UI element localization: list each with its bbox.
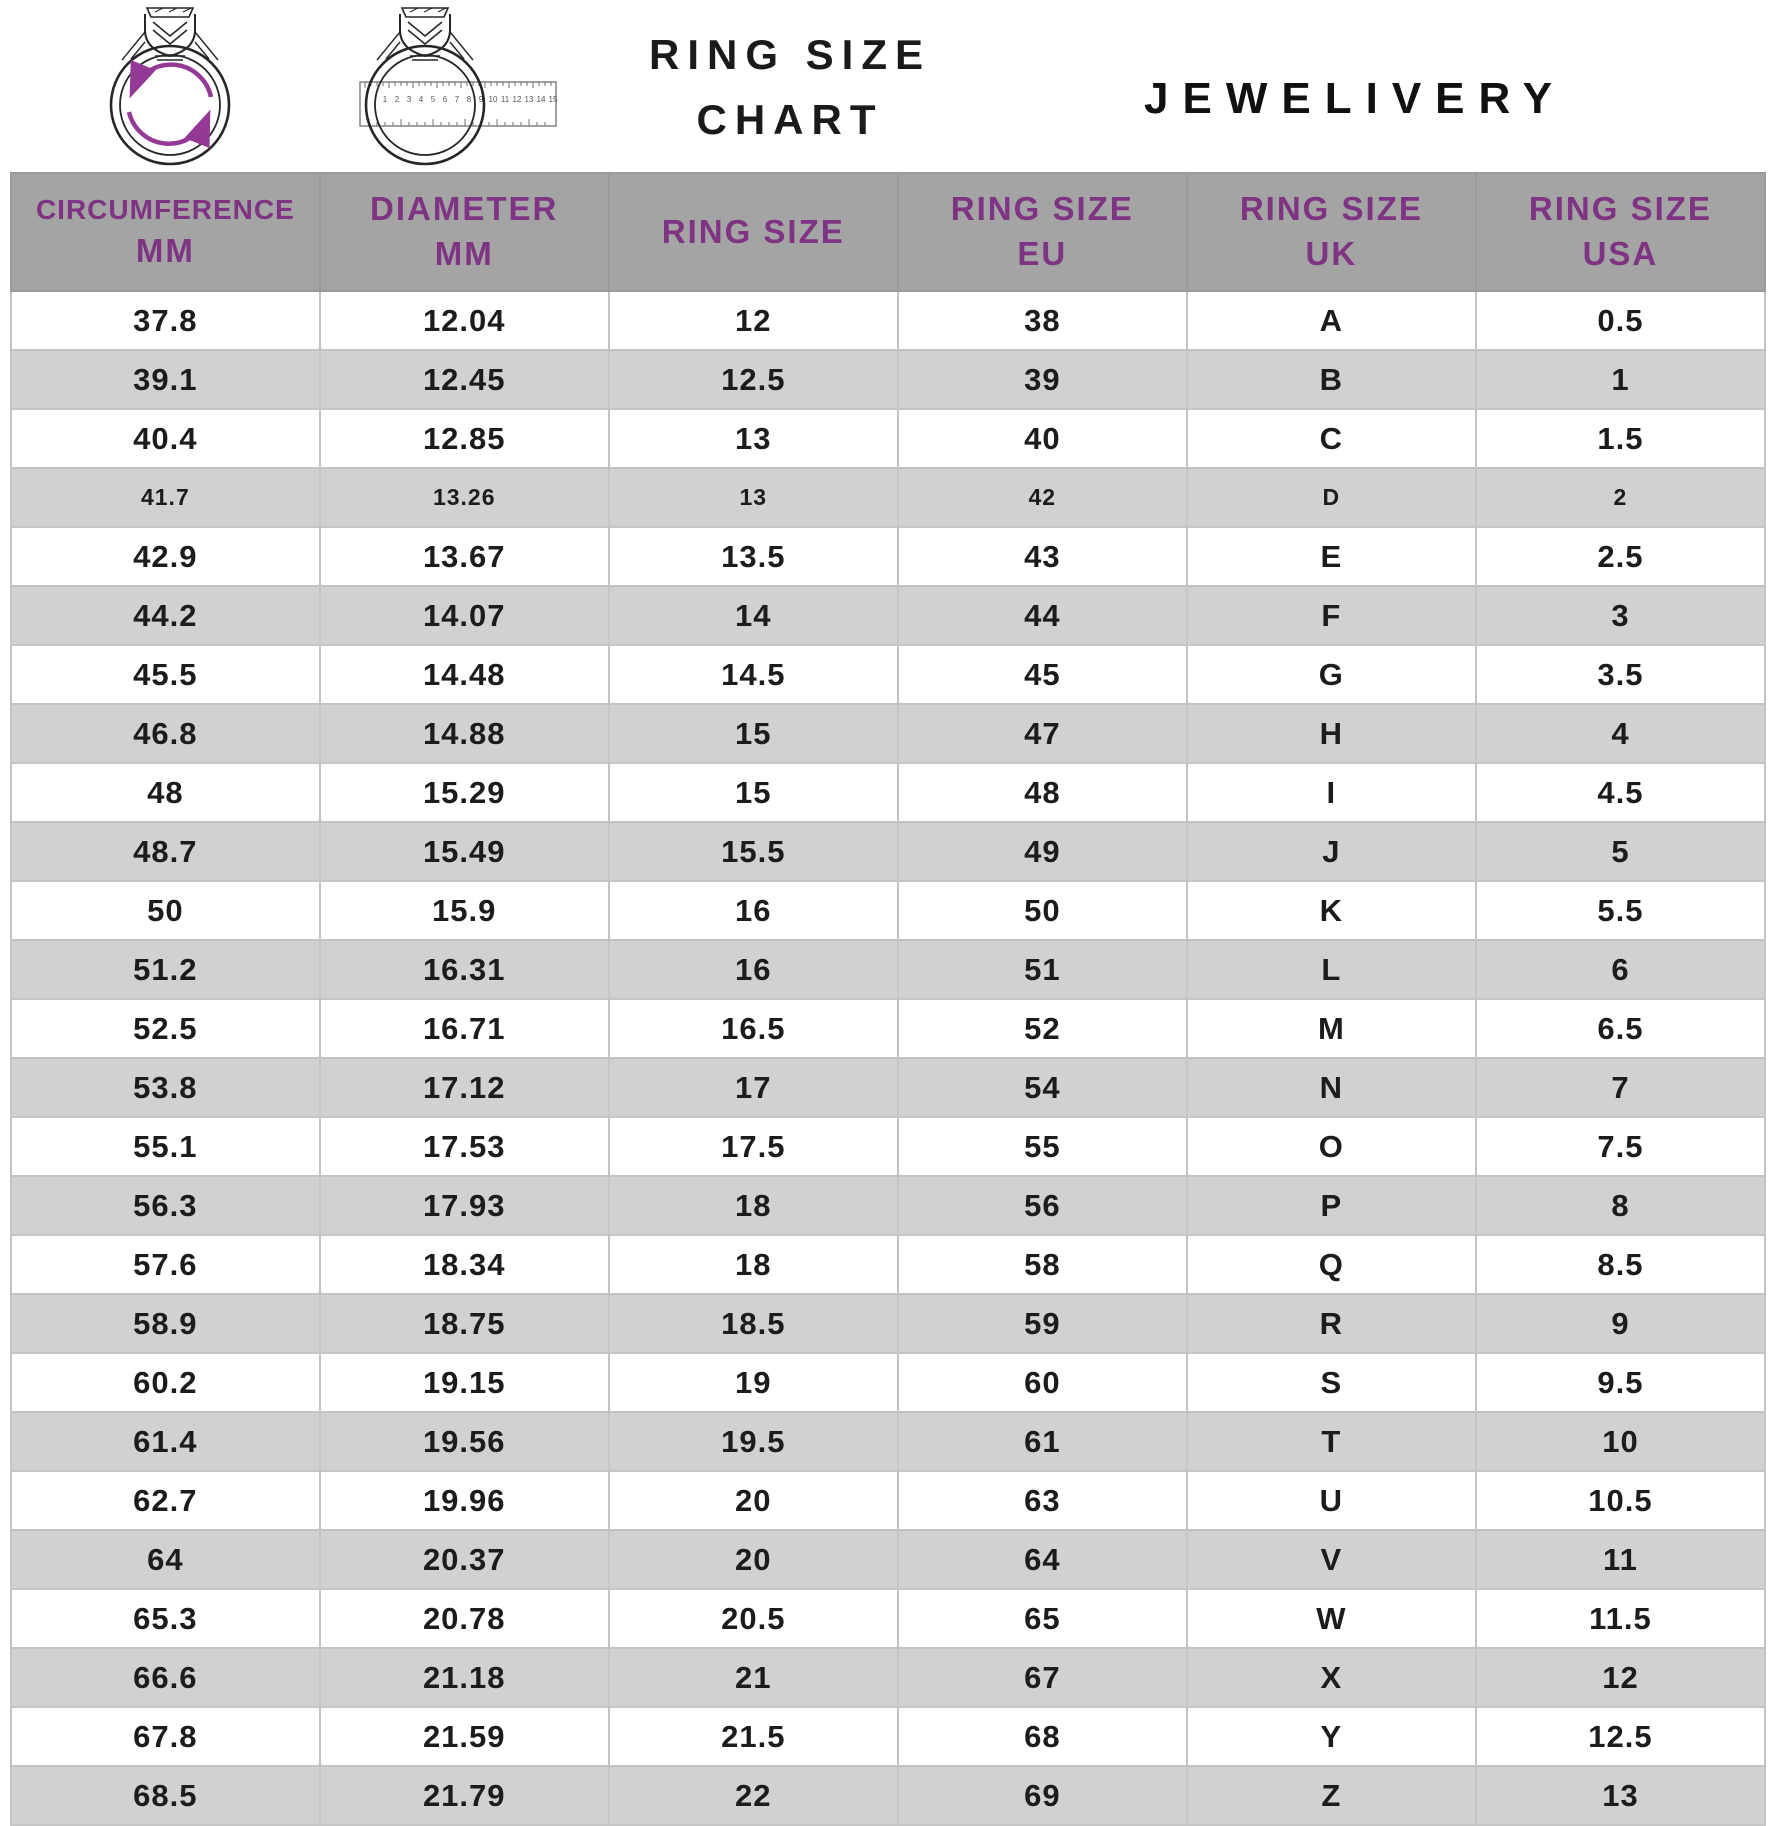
table-cell: 4 <box>1476 704 1765 763</box>
ruler-number: 10 <box>488 95 498 104</box>
table-cell: 42.9 <box>11 527 320 586</box>
table-cell: 53.8 <box>11 1058 320 1117</box>
table-cell: 66.6 <box>11 1648 320 1707</box>
table-cell: 60 <box>898 1353 1187 1412</box>
column-header <box>609 173 898 291</box>
table-cell: 46.8 <box>11 704 320 763</box>
table-cell: 50 <box>898 881 1187 940</box>
table-cell: 37.8 <box>11 291 320 350</box>
table-cell: 51.2 <box>11 940 320 999</box>
table-cell: 1.5 <box>1476 409 1765 468</box>
ruler-number: 15 <box>548 95 558 104</box>
column-header-line2: USA <box>1582 235 1659 272</box>
table-row <box>11 291 1765 350</box>
table-cell: 12.04 <box>320 291 609 350</box>
table-cell: 58 <box>898 1235 1187 1294</box>
table-cell: 20.5 <box>609 1589 898 1648</box>
table-cell: 56 <box>898 1176 1187 1235</box>
table-cell: M <box>1187 999 1476 1058</box>
table-cell: 64 <box>898 1530 1187 1589</box>
table-cell: 41.7 <box>11 468 320 527</box>
table-cell: 18 <box>609 1235 898 1294</box>
table-cell: 12 <box>1476 1648 1765 1707</box>
page-title <box>615 22 965 152</box>
table-cell: 21.79 <box>320 1766 609 1825</box>
table-cell: 44 <box>898 586 1187 645</box>
table-cell: 61 <box>898 1412 1187 1471</box>
table-cell: 5 <box>1476 822 1765 881</box>
table-cell: 8.5 <box>1476 1235 1765 1294</box>
table-cell: 67.8 <box>11 1707 320 1766</box>
column-header <box>898 173 1187 291</box>
table-cell: 38 <box>898 291 1187 350</box>
table-cell: 43 <box>898 527 1187 586</box>
table-cell: 12.5 <box>1476 1707 1765 1766</box>
table-cell: 68 <box>898 1707 1187 1766</box>
table-row <box>11 468 1765 527</box>
table-cell: 6 <box>1476 940 1765 999</box>
table-cell: 15.49 <box>320 822 609 881</box>
column-header <box>1476 173 1765 291</box>
table-cell: 40.4 <box>11 409 320 468</box>
table-cell: 54 <box>898 1058 1187 1117</box>
table-cell: 65 <box>898 1589 1187 1648</box>
table-cell: 48 <box>11 763 320 822</box>
table-cell: 47 <box>898 704 1187 763</box>
table-cell: 55 <box>898 1117 1187 1176</box>
table-cell: 8 <box>1476 1176 1765 1235</box>
table-cell: 16.31 <box>320 940 609 999</box>
table-row <box>11 1412 1765 1471</box>
table-cell: 45 <box>898 645 1187 704</box>
ring-size-table <box>10 172 1766 1826</box>
ruler-number: 9 <box>478 95 484 104</box>
table-row <box>11 1766 1765 1825</box>
table-row <box>11 350 1765 409</box>
ruler-number: 11 <box>500 95 510 104</box>
table-row <box>11 881 1765 940</box>
page-title-line2: CHART <box>696 96 884 144</box>
table-cell: 19.96 <box>320 1471 609 1530</box>
table-cell: 19.56 <box>320 1412 609 1471</box>
table-cell: 62.7 <box>11 1471 320 1530</box>
table-cell: Y <box>1187 1707 1476 1766</box>
column-header-line2: MM <box>434 235 494 272</box>
table-cell: 3 <box>1476 586 1765 645</box>
table-cell: 48.7 <box>11 822 320 881</box>
table-cell: P <box>1187 1176 1476 1235</box>
table-cell: 48 <box>898 763 1187 822</box>
table-row <box>11 1648 1765 1707</box>
table-row <box>11 1589 1765 1648</box>
ruler-number: 8 <box>466 95 472 104</box>
table-cell: 13.67 <box>320 527 609 586</box>
table-cell: W <box>1187 1589 1476 1648</box>
table-cell: 56.3 <box>11 1176 320 1235</box>
table-cell: 10 <box>1476 1412 1765 1471</box>
table-cell: 69 <box>898 1766 1187 1825</box>
table-cell: 20 <box>609 1530 898 1589</box>
table-cell: 12 <box>609 291 898 350</box>
table-row <box>11 822 1765 881</box>
table-cell: A <box>1187 291 1476 350</box>
ruler-number: 7 <box>454 95 460 104</box>
ruler-number: 5 <box>430 95 436 104</box>
table-row <box>11 704 1765 763</box>
table-cell: 6.5 <box>1476 999 1765 1058</box>
table-cell: 61.4 <box>11 1412 320 1471</box>
ruler-number: 6 <box>442 95 448 104</box>
table-row <box>11 409 1765 468</box>
table-cell: 17.93 <box>320 1176 609 1235</box>
table-cell: 22 <box>609 1766 898 1825</box>
table-cell: 11 <box>1476 1530 1765 1589</box>
table-cell: 17.12 <box>320 1058 609 1117</box>
table-row <box>11 999 1765 1058</box>
table-cell: 21 <box>609 1648 898 1707</box>
table-cell: 14.88 <box>320 704 609 763</box>
table-cell: 39.1 <box>11 350 320 409</box>
table-cell: 39 <box>898 350 1187 409</box>
ruler-number: 4 <box>418 95 424 104</box>
table-cell: 12.85 <box>320 409 609 468</box>
column-header <box>320 173 609 291</box>
table-cell: 18.5 <box>609 1294 898 1353</box>
table-cell: N <box>1187 1058 1476 1117</box>
table-cell: 15 <box>609 704 898 763</box>
table-cell: 12.45 <box>320 350 609 409</box>
table-cell: 49 <box>898 822 1187 881</box>
ruler-number: 1 <box>382 95 388 104</box>
table-cell: D <box>1187 468 1476 527</box>
table-cell: 45.5 <box>11 645 320 704</box>
table-row <box>11 586 1765 645</box>
table-row <box>11 1058 1765 1117</box>
table-cell: 14.48 <box>320 645 609 704</box>
table-row <box>11 1294 1765 1353</box>
ring-circumference-icon <box>85 4 255 170</box>
table-cell: 55.1 <box>11 1117 320 1176</box>
table-cell: 7.5 <box>1476 1117 1765 1176</box>
ruler-number: 2 <box>394 95 400 104</box>
table-cell: 1 <box>1476 350 1765 409</box>
table-cell: 16 <box>609 881 898 940</box>
ruler-number: 13 <box>524 95 534 104</box>
table-cell: 65.3 <box>11 1589 320 1648</box>
table-cell: 21.5 <box>609 1707 898 1766</box>
table-cell: 15.29 <box>320 763 609 822</box>
table-cell: T <box>1187 1412 1476 1471</box>
header-row <box>11 173 1765 291</box>
table-cell: 58.9 <box>11 1294 320 1353</box>
table-cell: 21.18 <box>320 1648 609 1707</box>
page-title-line1: RING SIZE <box>648 31 932 78</box>
column-header-line1: CIRCUMFERENCE <box>35 193 295 225</box>
table-cell: 16 <box>609 940 898 999</box>
table-cell: 19.15 <box>320 1353 609 1412</box>
table-cell: 14.5 <box>609 645 898 704</box>
ruler-number: 14 <box>536 95 546 104</box>
table-cell: U <box>1187 1471 1476 1530</box>
table-row <box>11 1117 1765 1176</box>
table-cell: 3.5 <box>1476 645 1765 704</box>
column-header-line1: DIAMETER <box>370 190 559 228</box>
table-row <box>11 1235 1765 1294</box>
table-row <box>11 1471 1765 1530</box>
ruler-number: 12 <box>512 95 522 104</box>
table-cell: I <box>1187 763 1476 822</box>
table-cell: 13 <box>1476 1766 1765 1825</box>
table-cell: 19.5 <box>609 1412 898 1471</box>
table-cell: C <box>1187 409 1476 468</box>
column-header-line2: MM <box>135 231 195 269</box>
table-cell: 64 <box>11 1530 320 1589</box>
table-cell: H <box>1187 704 1476 763</box>
ruler-number: 3 <box>406 95 412 104</box>
column-header-line1: RING SIZE <box>1239 190 1423 228</box>
table-row <box>11 940 1765 999</box>
table-cell: O <box>1187 1117 1476 1176</box>
table-cell: G <box>1187 645 1476 704</box>
table-cell: 14 <box>609 586 898 645</box>
table-cell: 16.5 <box>609 999 898 1058</box>
table-cell: 13.26 <box>320 468 609 527</box>
table-cell: 18 <box>609 1176 898 1235</box>
table-cell: 44.2 <box>11 586 320 645</box>
table-cell: 50 <box>11 881 320 940</box>
column-header-line1: RING SIZE <box>1528 190 1712 228</box>
table-cell: 11.5 <box>1476 1589 1765 1648</box>
table-cell: J <box>1187 822 1476 881</box>
table-cell: F <box>1187 586 1476 645</box>
ruler-scale-numbers <box>383 95 558 104</box>
table-cell: 52.5 <box>11 999 320 1058</box>
table-cell: 14.07 <box>320 586 609 645</box>
table-cell: 67 <box>898 1648 1187 1707</box>
column-header-line1: RING SIZE <box>950 190 1134 228</box>
table-cell: 57.6 <box>11 1235 320 1294</box>
table-cell: 17.53 <box>320 1117 609 1176</box>
table-cell: 15.9 <box>320 881 609 940</box>
table-cell: X <box>1187 1648 1476 1707</box>
table-cell: 4.5 <box>1476 763 1765 822</box>
table-cell: V <box>1187 1530 1476 1589</box>
table-row <box>11 527 1765 586</box>
table-cell: 63 <box>898 1471 1187 1530</box>
table-cell: 5.5 <box>1476 881 1765 940</box>
table-cell: 9.5 <box>1476 1353 1765 1412</box>
table-cell: 15 <box>609 763 898 822</box>
table-cell: 20.78 <box>320 1589 609 1648</box>
table-cell: B <box>1187 350 1476 409</box>
table-cell: 2.5 <box>1476 527 1765 586</box>
table-cell: 7 <box>1476 1058 1765 1117</box>
table-cell: 12.5 <box>609 350 898 409</box>
table-cell: 19 <box>609 1353 898 1412</box>
size-table-body <box>11 291 1765 1825</box>
table-cell: S <box>1187 1353 1476 1412</box>
table-cell: 59 <box>898 1294 1187 1353</box>
table-cell: 51 <box>898 940 1187 999</box>
table-cell: 60.2 <box>11 1353 320 1412</box>
table-row <box>11 1176 1765 1235</box>
table-cell: 42 <box>898 468 1187 527</box>
ring-ruler-diameter-icon <box>315 4 575 170</box>
table-cell: 20 <box>609 1471 898 1530</box>
table-cell: 13 <box>609 468 898 527</box>
table-cell: 52 <box>898 999 1187 1058</box>
table-cell: 10.5 <box>1476 1471 1765 1530</box>
table-row <box>11 1530 1765 1589</box>
column-header <box>1187 173 1476 291</box>
table-cell: 2 <box>1476 468 1765 527</box>
table-cell: 15.5 <box>609 822 898 881</box>
table-cell: 21.59 <box>320 1707 609 1766</box>
table-cell: 17.5 <box>609 1117 898 1176</box>
brand-logo: JEWELIVERY <box>1144 74 1566 123</box>
table-row <box>11 763 1765 822</box>
table-cell: 18.34 <box>320 1235 609 1294</box>
column-header <box>11 173 320 291</box>
table-cell: 17 <box>609 1058 898 1117</box>
table-cell: R <box>1187 1294 1476 1353</box>
column-header-line2: EU <box>1017 235 1068 272</box>
table-cell: 18.75 <box>320 1294 609 1353</box>
table-cell: 16.71 <box>320 999 609 1058</box>
table-cell: 9 <box>1476 1294 1765 1353</box>
table-row <box>11 1353 1765 1412</box>
column-header-line2: UK <box>1305 235 1358 272</box>
table-cell: 13.5 <box>609 527 898 586</box>
table-cell: 68.5 <box>11 1766 320 1825</box>
table-row <box>11 1707 1765 1766</box>
table-cell: 0.5 <box>1476 291 1765 350</box>
table-cell: E <box>1187 527 1476 586</box>
page-header <box>0 0 1776 172</box>
table-cell: Z <box>1187 1766 1476 1825</box>
table-cell: Q <box>1187 1235 1476 1294</box>
table-row <box>11 645 1765 704</box>
table-cell: 20.37 <box>320 1530 609 1589</box>
table-cell: 40 <box>898 409 1187 468</box>
column-header-line1: RING SIZE <box>661 212 845 250</box>
table-cell: K <box>1187 881 1476 940</box>
table-cell: 13 <box>609 409 898 468</box>
table-cell: L <box>1187 940 1476 999</box>
